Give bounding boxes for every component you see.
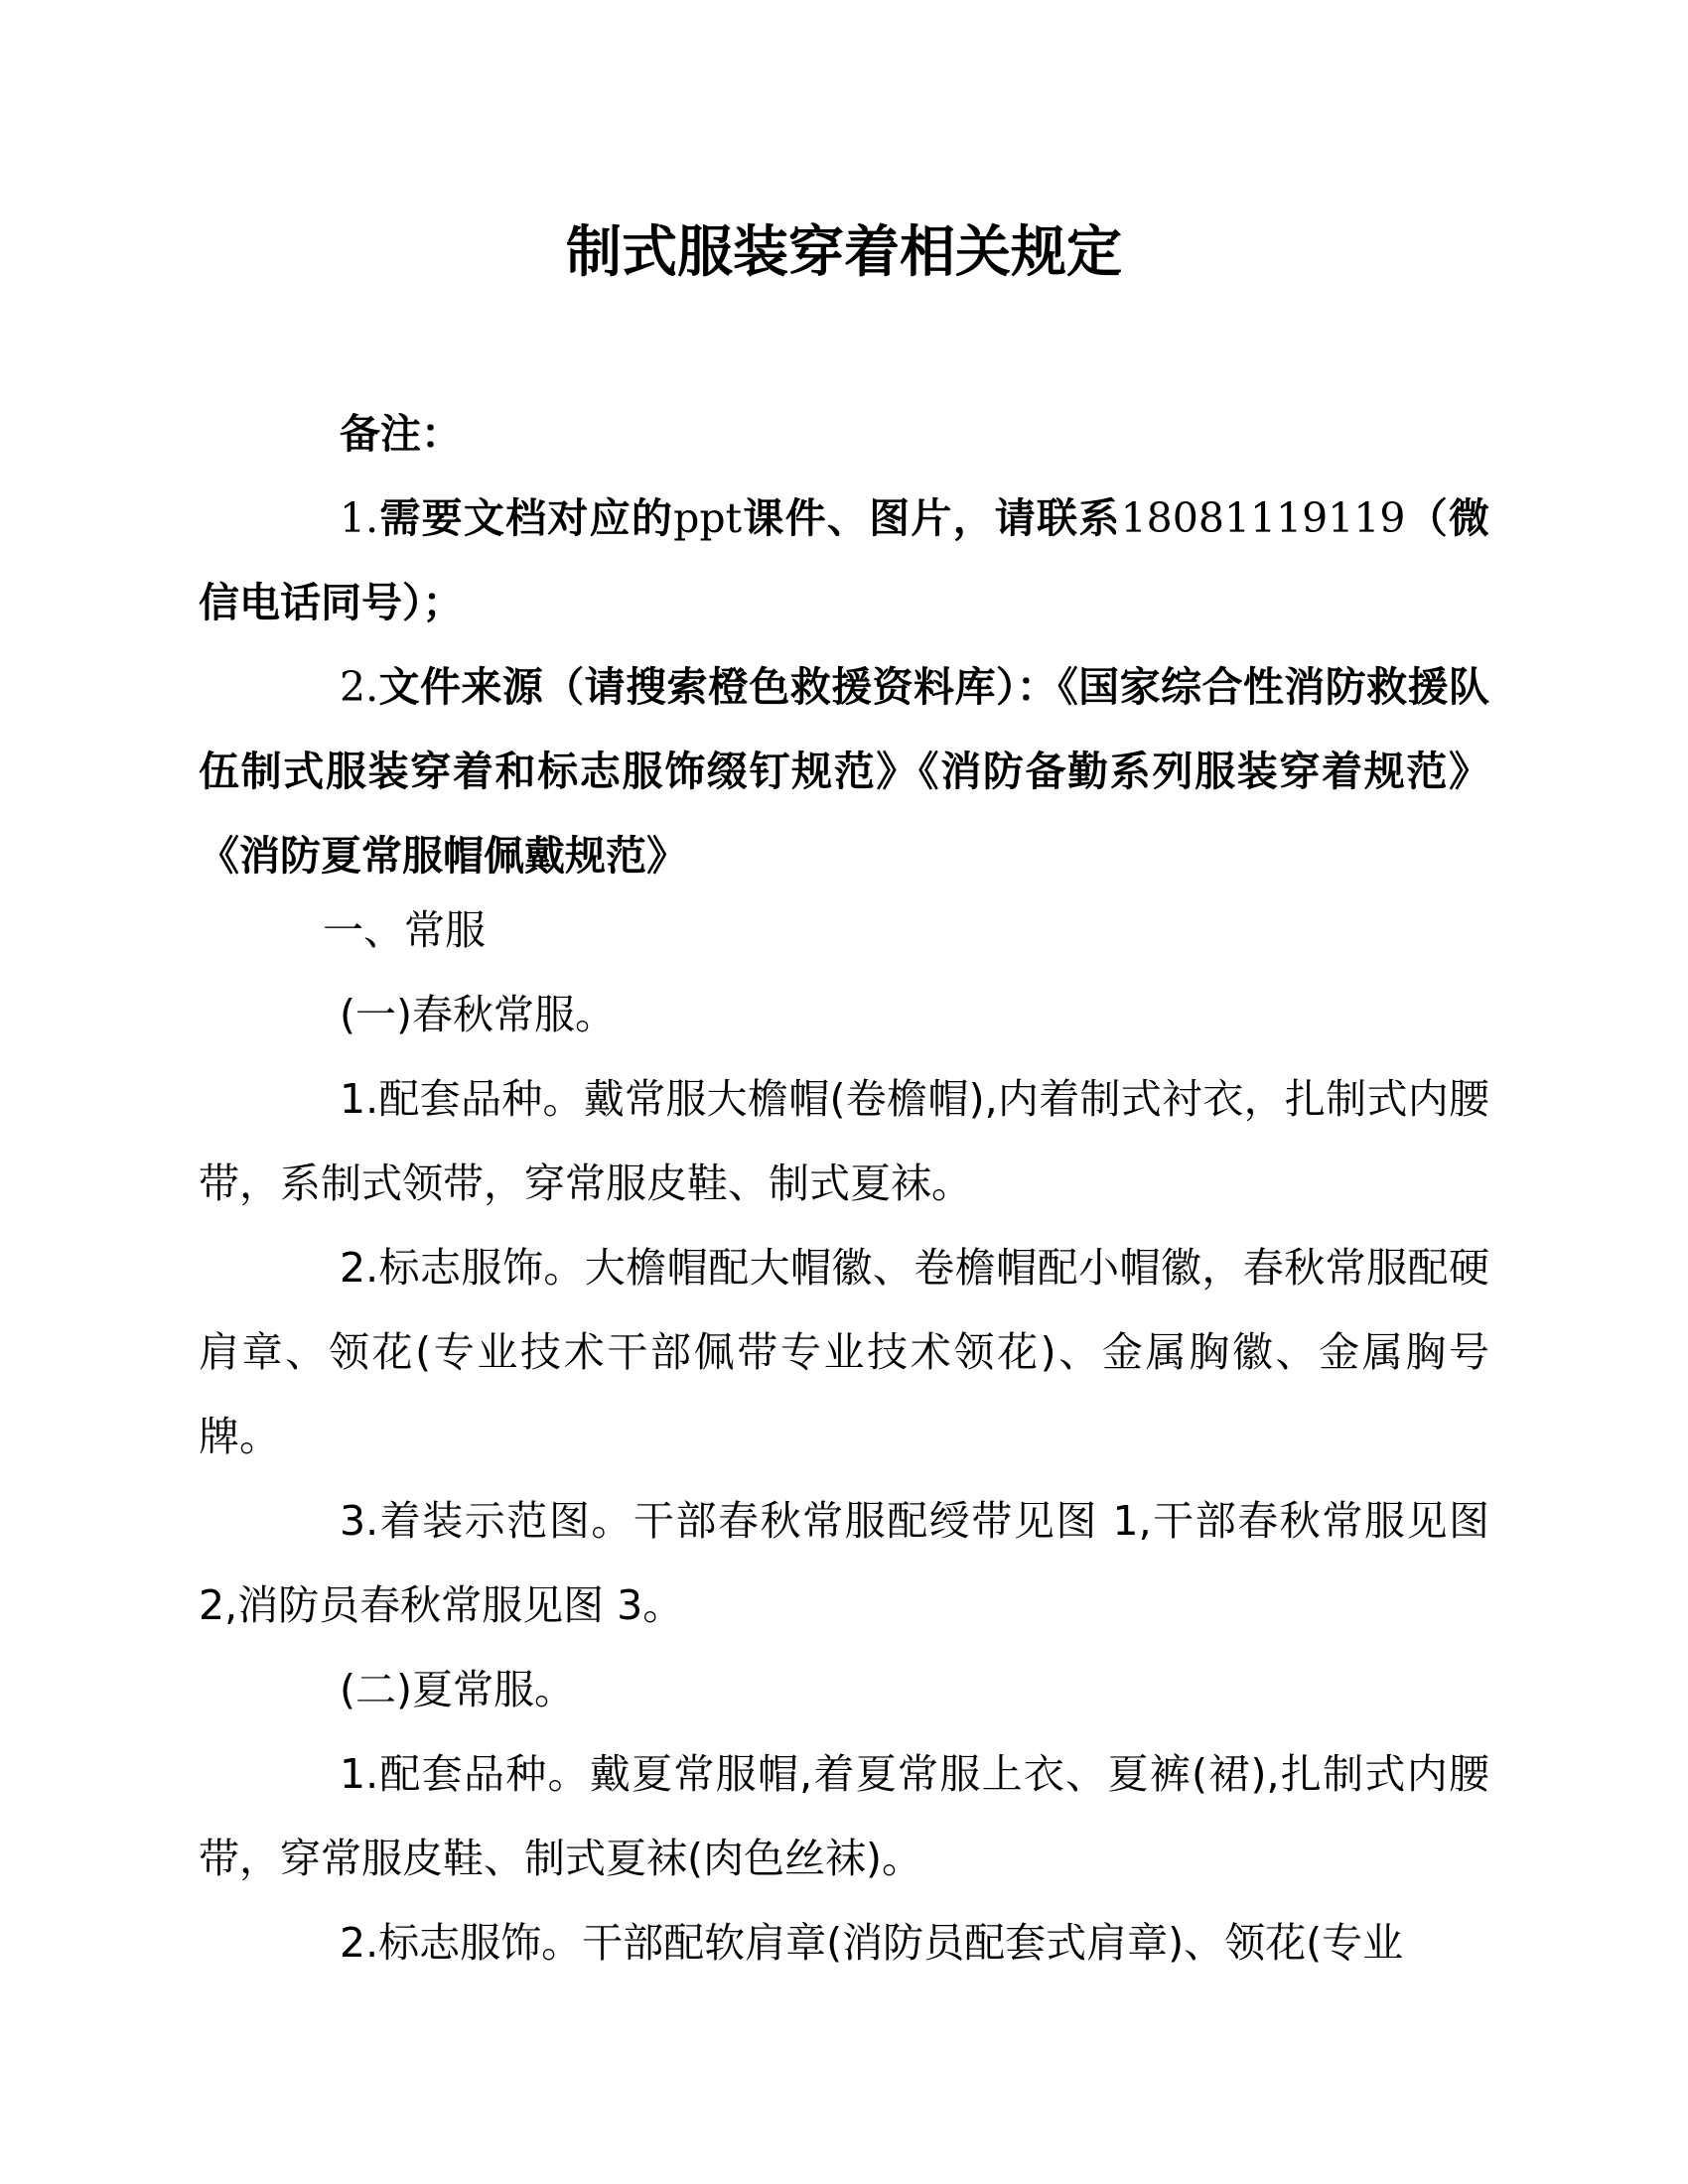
note-1-text-c: （微信电话同号）； [199, 494, 1490, 626]
note-1-ppt: ppt [673, 494, 743, 542]
note-1 [199, 477, 1489, 645]
paragraph-summer-items: 1.配套品种。戴夏常服帽,着夏常服上衣、夏裤(裙),扎制式内腰带，穿常服皮鞋、制式夏袜(肉色丝袜)。 [199, 1750, 1489, 1882]
paragraph-spring-autumn-items: 1.配套品种。戴常服大檐帽(卷檐帽),内着制式衬衣，扎制式内腰带，系制式领带，穿常服皮鞋、制式夏袜。 [199, 1075, 1489, 1207]
note-1-text-a: 需要文档对应的 [378, 494, 674, 542]
note-label: 备注： [340, 410, 462, 458]
subsection-heading-spring-autumn: (一)春秋常服。 [340, 991, 616, 1038]
note-2-number: 2. [340, 663, 379, 711]
subsection-heading-summer: (二)夏常服。 [340, 1666, 575, 1713]
section-heading-uniform: 一、常服 [323, 906, 486, 954]
paragraph-spring-autumn-insignia: 2.标志服饰。大檐帽配大帽徽、卷檐帽配小帽徽，春秋常服配硬肩章、领花(专业技术干部佩带专业技术领花)、金属胸徽、金属胸号牌。 [199, 1244, 1489, 1460]
paragraph-summer-insignia: 2.标志服饰。干部配软肩章(消防员配套式肩章)、领花(专业 [340, 1919, 1404, 1967]
note-2 [199, 645, 1489, 898]
document-title: 制式服装穿着相关规定 [566, 220, 1122, 285]
note-1-text-b: 课件、图片，请联系 [742, 494, 1121, 542]
note-1-number: 1. [340, 494, 379, 542]
paragraph-spring-autumn-figures: 3.着装示范图。干部春秋常服配绶带见图 1,干部春秋常服见图 2,消防员春秋常服见图 3。 [199, 1497, 1489, 1629]
note-1-phone: 18081119119 [1120, 494, 1406, 542]
note-2-text: 文件来源（请搜索橙色救援资料库）：《国家综合性消防救援队伍制式服装穿着和标志服饰缀钉规范》《消防备勤系列服装穿着规范》《消防夏常服帽佩戴规范》 [199, 663, 1489, 880]
